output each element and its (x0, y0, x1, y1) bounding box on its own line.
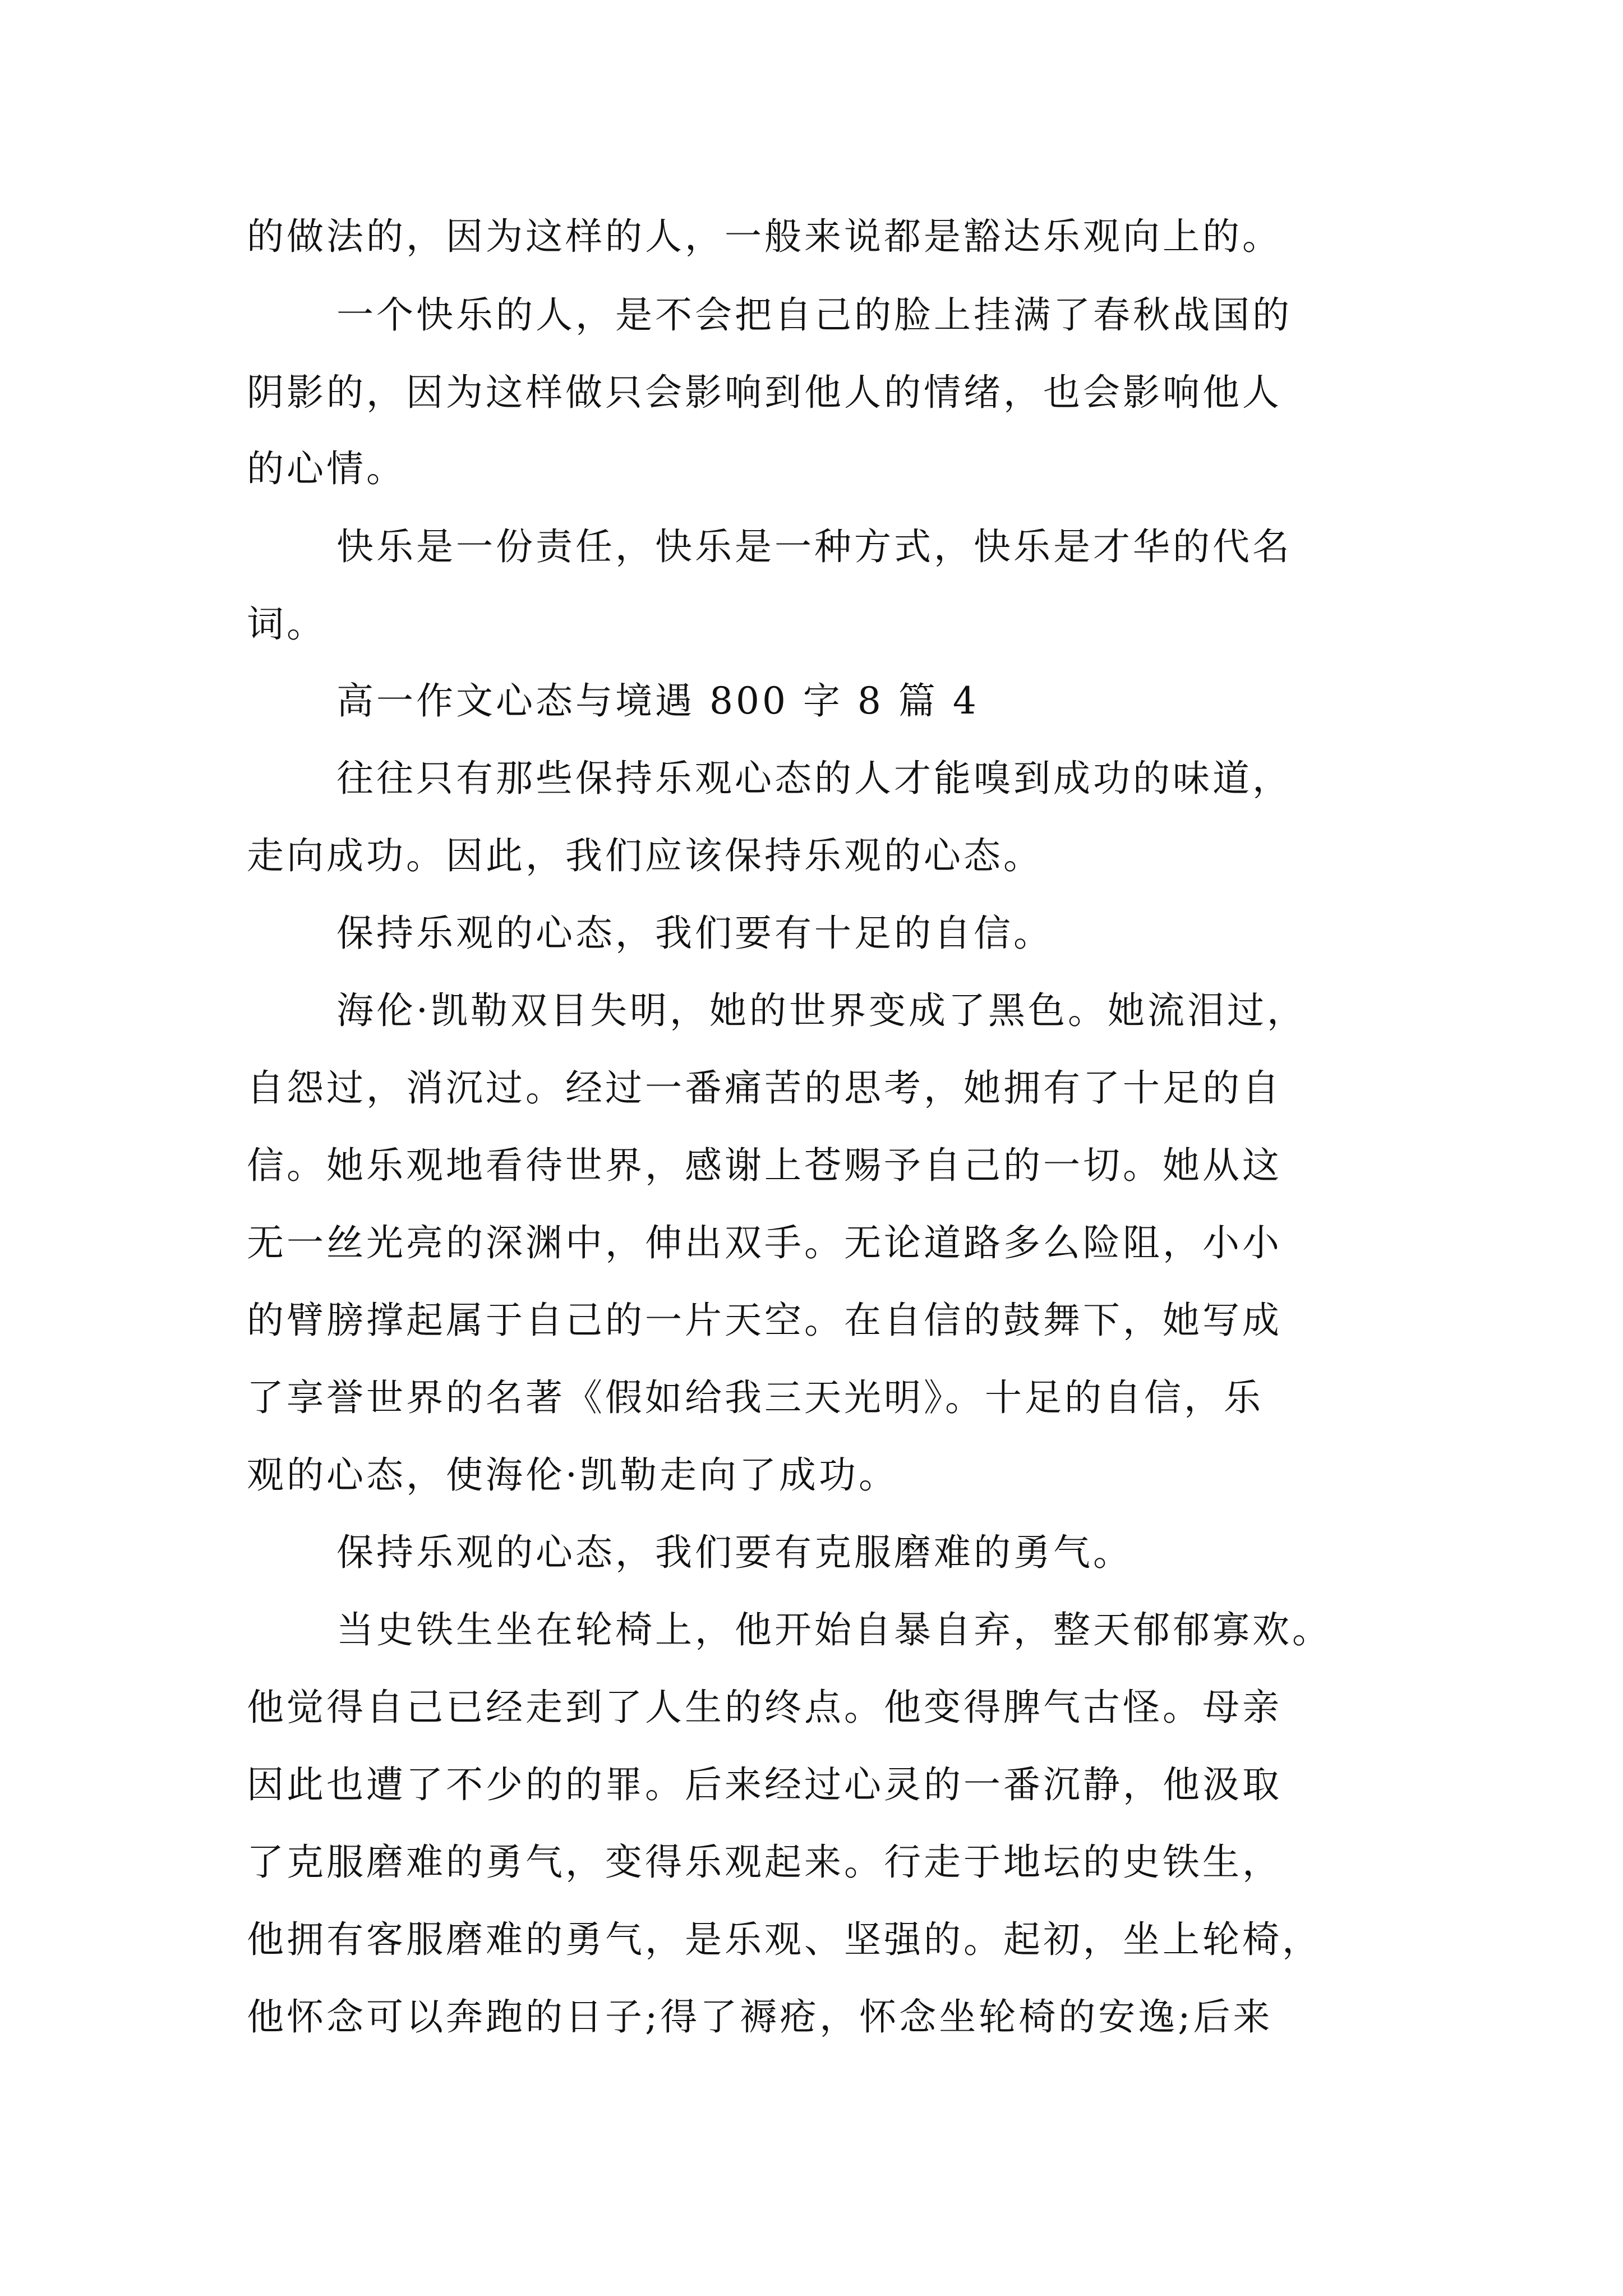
text-line: 走向成功。因此，我们应该保持乐观的心态。 (247, 834, 1043, 877)
text-line: 往往只有那些保持乐观心态的人才能嗅到成功的味道， (336, 757, 1292, 800)
text-line: 他觉得自己已经走到了人生的终点。他变得脾气古怪。母亲 (247, 1686, 1282, 1729)
text-line: 保持乐观的心态，我们要有克服磨难的勇气。 (336, 1531, 1133, 1574)
text-line: 信。她乐观地看待世界，感谢上苍赐予自己的一切。她从这 (247, 1144, 1282, 1187)
text-line: 了克服磨难的勇气，变得乐观起来。行走于地坛的史铁生， (247, 1841, 1282, 1884)
text-line: 因此也遭了不少的的罪。后来经过心灵的一番沉静，他汲取 (247, 1763, 1282, 1806)
text-line: 一个快乐的人，是不会把自己的脸上挂满了春秋战国的 (336, 293, 1292, 337)
text-line: 的臂膀撑起属于自己的一片天空。在自信的鼓舞下，她写成 (247, 1299, 1282, 1342)
text-line: 海伦·凯勒双目失明，她的世界变成了黑色。她流泪过， (336, 989, 1307, 1032)
text-line: 词。 (247, 602, 326, 646)
text-line: 观的心态，使海伦·凯勒走向了成功。 (247, 1453, 898, 1497)
text-line: 保持乐观的心态，我们要有十足的自信。 (336, 912, 1053, 955)
text-line: 他拥有客服磨难的勇气，是乐观、坚强的。起初，坐上轮椅， (247, 1918, 1322, 1961)
text-line: 他怀念可以奔跑的日子;得了褥疮，怀念坐轮椅的安逸;后来 (247, 1995, 1273, 2039)
text-line: 自怨过，消沉过。经过一番痛苦的思考，她拥有了十足的自 (247, 1066, 1282, 1110)
text-line: 的做法的，因为这样的人，一般来说都是豁达乐观向上的。 (247, 215, 1282, 258)
text-line: 无一丝光亮的深渊中，伸出双手。无论道路多么险阻，小小 (247, 1221, 1282, 1264)
text-line: 当史铁生坐在轮椅上，他开始自暴自弃，整天郁郁寡欢。 (336, 1608, 1332, 1651)
text-line: 快乐是一份责任，快乐是一种方式，快乐是才华的代名 (336, 525, 1292, 568)
text-line: 阴影的，因为这样做只会影响到他人的情绪，也会影响他人 (247, 371, 1282, 414)
section-heading: 高一作文心态与境遇 800 字 8 篇 4 (336, 679, 979, 723)
text-line: 了享誉世界的名著《假如给我三天光明》。十足的自信，乐 (247, 1376, 1264, 1419)
text-line: 的心情。 (247, 447, 406, 490)
